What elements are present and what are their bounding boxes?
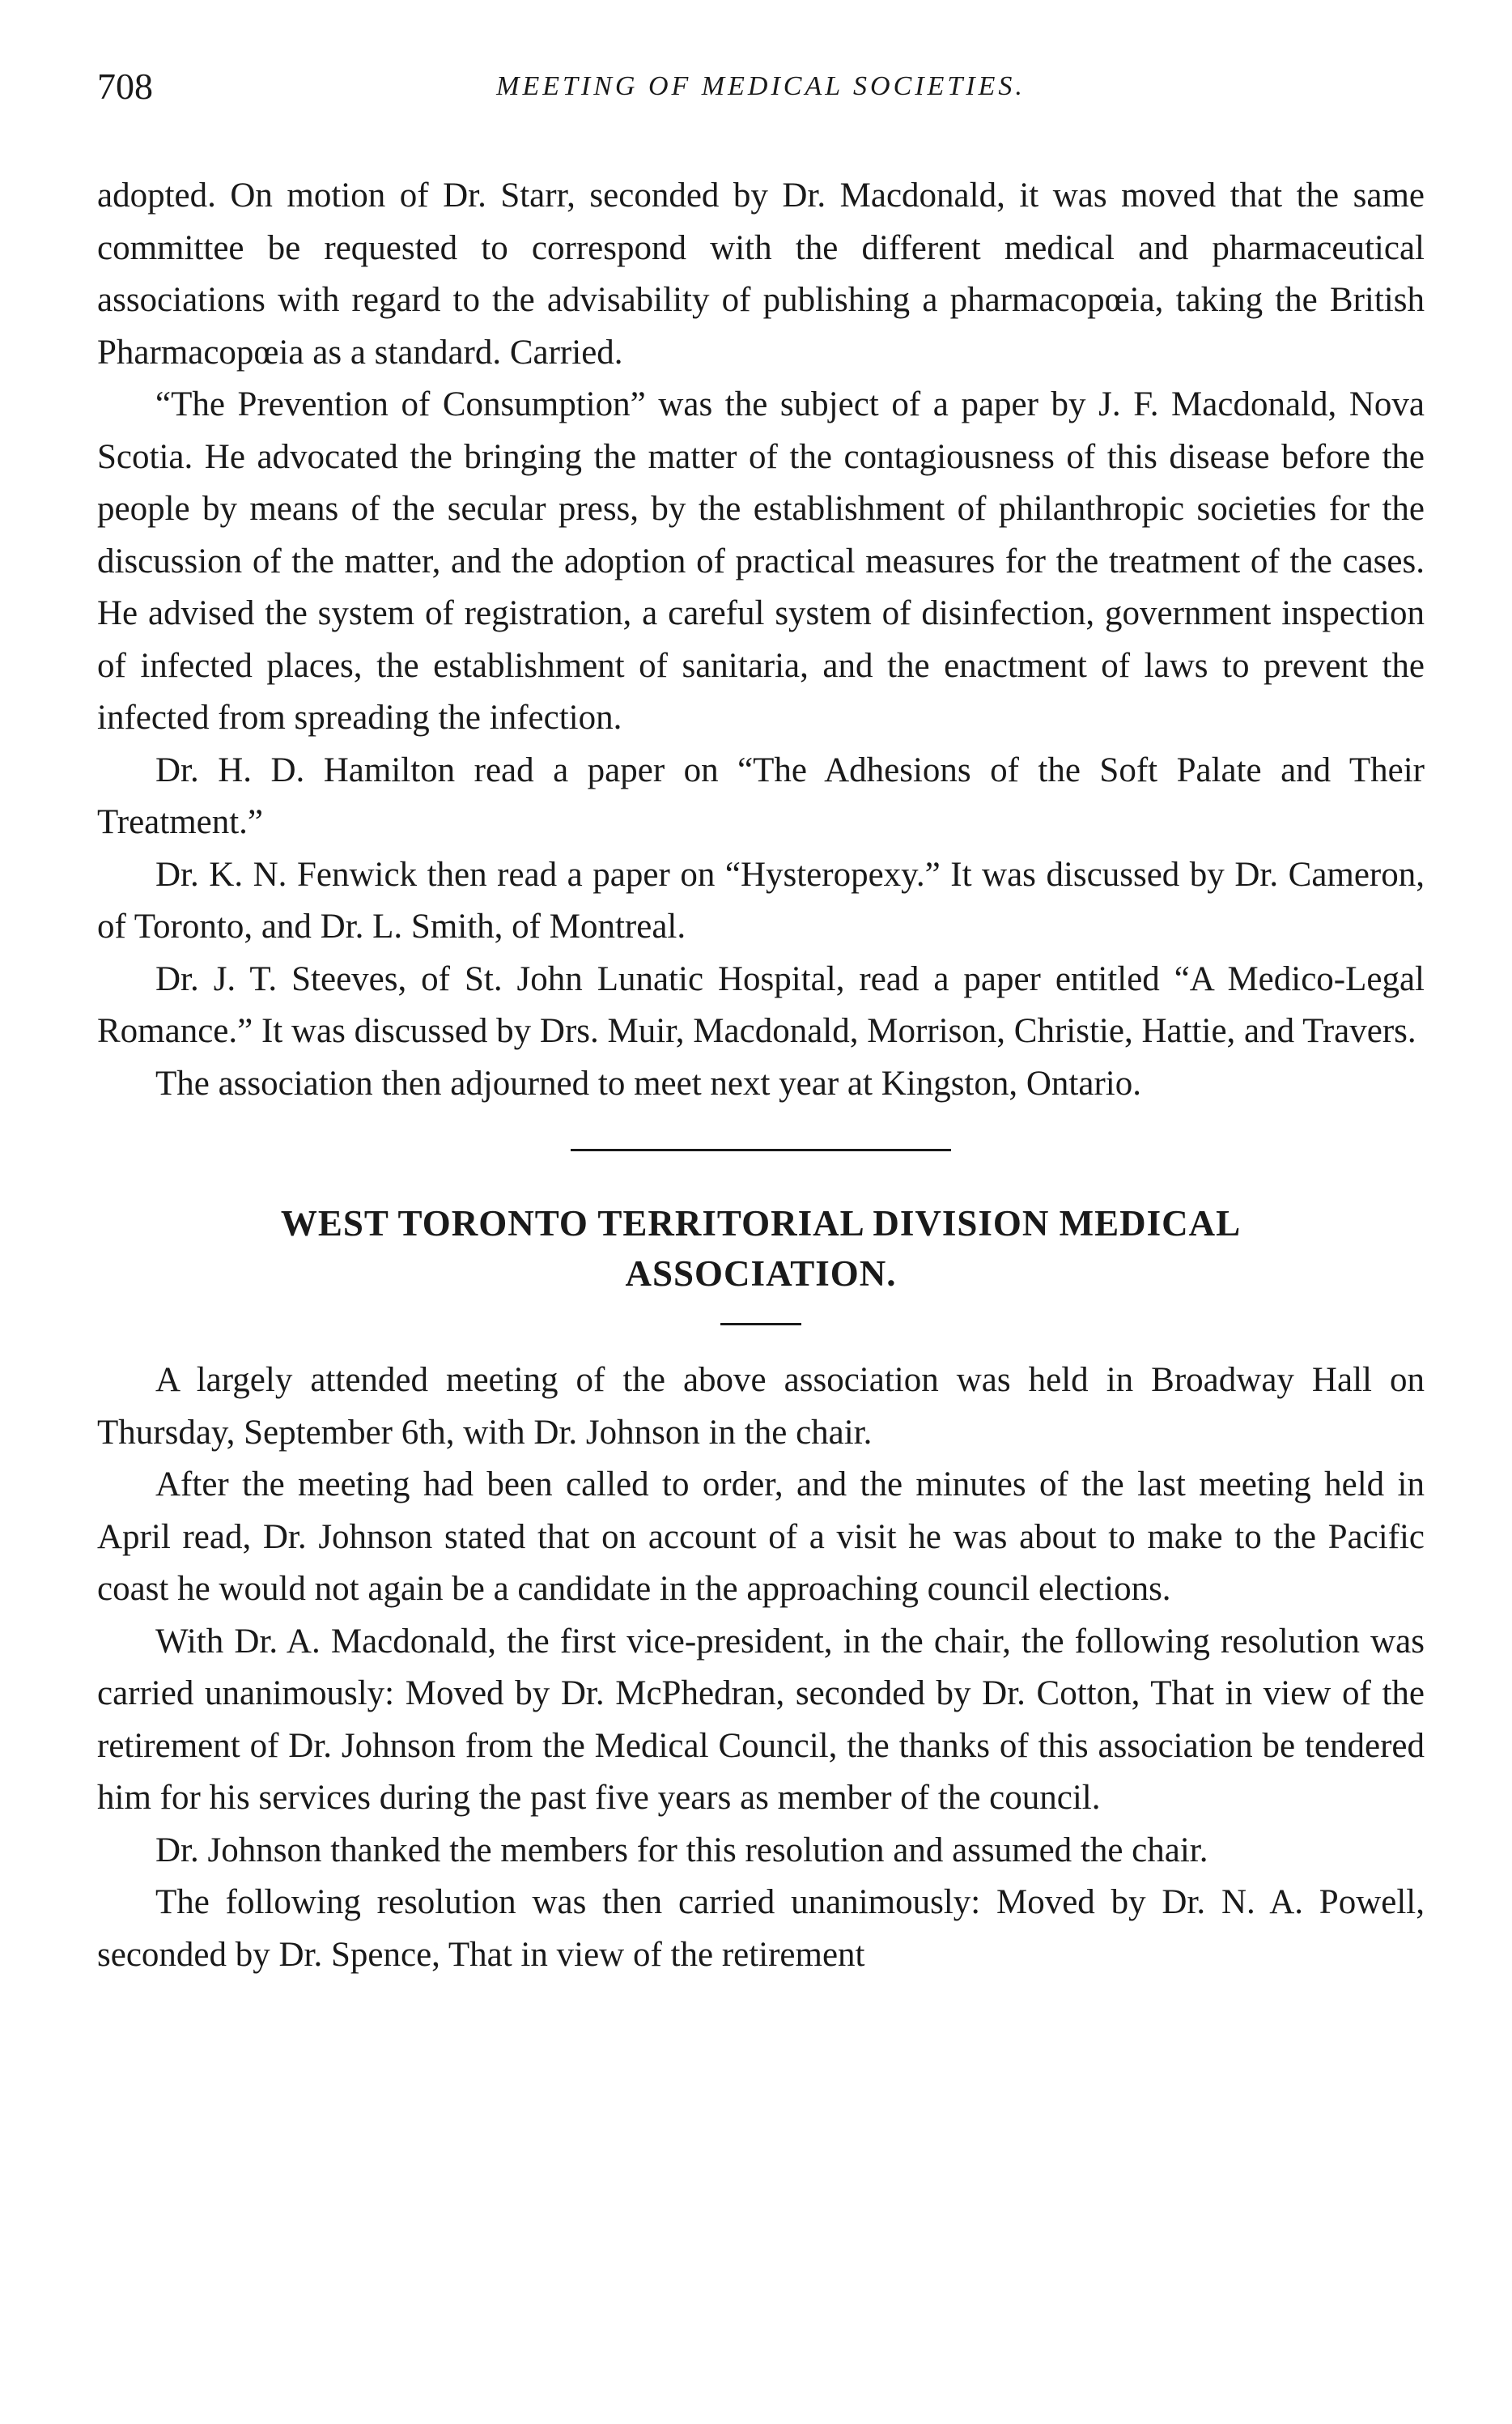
- section-title: [97, 1198, 1425, 1299]
- paragraph: Dr. K. N. Fenwick then read a paper on “Hysteropexy.” It was discussed by Dr. Cameron, of Toronto, and Dr. L. Smith, of Montreal.: [97, 855, 1425, 946]
- section-title-line: ASSOCIATION.: [625, 1253, 897, 1294]
- section-title-line: WEST TORONTO TERRITORIAL DIVISION MEDICAL: [280, 1203, 1242, 1244]
- paragraph: A largely attended meeting of the above association was held in Broadway Hall on Thursday, September 6th, with Dr. Johnson in the chair.: [97, 1361, 1425, 1452]
- section-divider: [571, 1149, 951, 1151]
- running-header: [97, 65, 1425, 121]
- paragraph: adopted. On motion of Dr. Starr, seconded by Dr. Macdonald, it was moved that the same committee be requested to correspond with the different medical and pharmaceutical associations with regard to the advisability of publishing a pharmacopœia, taking the British Pharmacopœia as a standard. Carried.: [97, 176, 1425, 372]
- title-divider: [720, 1323, 801, 1325]
- paragraph: The following resolution was then carried unanimously: Moved by Dr. N. A. Powell, seconded by Dr. Spence, That in view of the retirement: [97, 1883, 1425, 1974]
- paragraph: Dr. H. D. Hamilton read a paper on “The Adhesions of the Soft Palate and Their Treatment.”: [97, 751, 1425, 841]
- paragraph: After the meeting had been called to order, and the minutes of the last meeting held in April read, Dr. Johnson stated that on account of a visit he was about to make to the Pacific coast he would not again be a candidate in the approaching council elections.: [97, 1465, 1425, 1608]
- document-page: [97, 65, 1425, 1981]
- running-title: MEETING OF MEDICAL SOCIETIES.: [496, 71, 1026, 101]
- paragraph: Dr. J. T. Steeves, of St. John Lunatic Hospital, read a paper entitled “A Medico-Legal Romance.” It was discussed by Drs. Muir, Macdonald, Morrison, Christie, Hattie, and Travers.: [97, 959, 1425, 1050]
- paragraph: “The Prevention of Consumption” was the subject of a paper by J. F. Macdonald, Nova Scotia. He advocated the bringing the matter of the contagiousness of this disease before the people by means of the secular press, by the establishment of philanthropic societies for the discussion of the matter, and the adoption of practical measures for the treatment of the cases. He advised the system of registration, a careful system of disinfection, government inspection of infected places, the establishment of sanitaria, and the enactment of laws to prevent the infected from spreading the infection.: [97, 385, 1425, 737]
- paragraph: The association then adjourned to meet next year at Kingston, Ontario.: [155, 1064, 1141, 1103]
- paragraph: Dr. Johnson thanked the members for this resolution and assumed the chair.: [155, 1831, 1208, 1869]
- paragraph: With Dr. A. Macdonald, the first vice-president, in the chair, the following resolution was carried unanimously: Moved by Dr. McPhedran, seconded by Dr. Cotton, That in view of the retirement of Dr. Johnson from the Medical Council, the thanks of this association be tendered him for his services during the past five years as member of the council.: [97, 1622, 1425, 1817]
- page-number: 708: [97, 66, 153, 107]
